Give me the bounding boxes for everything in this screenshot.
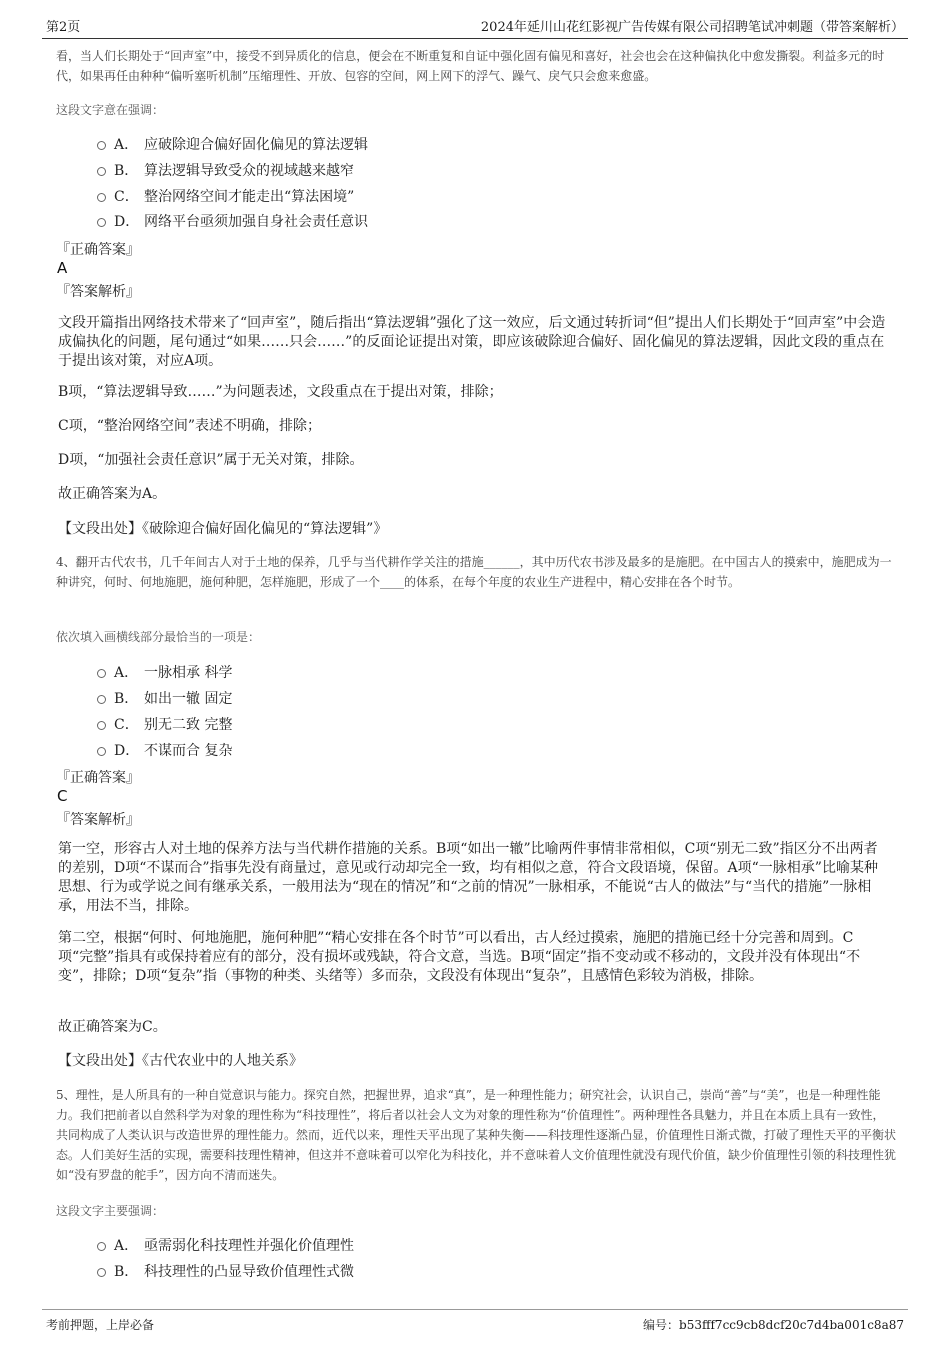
option-letter: D． — [114, 743, 140, 759]
radio-icon[interactable] — [97, 695, 106, 704]
q4-option-a[interactable] — [97, 661, 232, 683]
option-text: 算法逻辑导致受众的视域越来越窄 — [144, 163, 354, 179]
q4-analysis-paragraph: 故正确答案为C。 — [58, 1019, 167, 1035]
q3-analysis-paragraph: D项，“加强社会责任意识”属于无关对策，排除。 — [58, 452, 364, 468]
option-letter: C． — [114, 189, 139, 205]
q3-source: 【文段出处】《破除迎合偏好固化偏见的“算法逻辑”》 — [58, 521, 388, 537]
q4-option-c[interactable] — [97, 713, 232, 735]
radio-icon[interactable] — [97, 1242, 106, 1251]
option-text: 别无二致 完整 — [144, 717, 233, 733]
q5-prompt: 这段文字主要强调： — [56, 1204, 165, 1218]
footer-serial: 编号：b53fff7cc9cb8dcf20c7d4ba001c8a87 — [643, 1318, 904, 1332]
footer-slogan: 考前押题，上岸必备 — [46, 1318, 155, 1332]
radio-icon[interactable] — [97, 669, 106, 678]
q3-passage: 看，当人们长期处于“回声室”中，接受不到异质化的信息，便会在不断重复和自证中强化固有偏见和喜好，社会也会在这种偏执化中愈发撕裂。利益多元的时代，如果再任由种种“偏听塞听机制”压缩理性、开放、包容的空间，网上网下的浮气、躁气、戾气只会愈来愈盛。 — [56, 49, 885, 83]
q3-answer-label: 『正确答案』 — [56, 242, 140, 258]
q4-answer-label: 『正确答案』 — [56, 770, 140, 786]
option-text: 一脉相承 科学 — [144, 665, 233, 681]
option-text: 科技理性的凸显导致价值理性式微 — [144, 1264, 354, 1280]
radio-icon[interactable] — [97, 218, 106, 227]
radio-icon[interactable] — [97, 747, 106, 756]
q4-analysis-paragraph: 第二空，根据“何时、何地施肥，施何种肥”“精心安排在各个时节”可以看出，古人经过摸索，施肥的措施已经十分完善和周到。C项“完整”指具有或保持着应有的部分，没有损坏或残缺，符合文意，当选。B项“固定”指不变动或不移动的，文段并没有体现出“不变”，排除；D项“复杂”指（事物的种类、头绪等）多而杂，文段没有体现出“复杂”，且感情色彩较为消极，排除。 — [58, 930, 861, 984]
radio-icon[interactable] — [97, 1268, 106, 1277]
q3-analysis-label: 『答案解析』 — [56, 284, 140, 300]
document-title: 2024年延川山花红影视广告传媒有限公司招聘笔试冲刺题（带答案解析） — [480, 20, 904, 35]
option-letter: B． — [114, 691, 139, 707]
q3-option-a[interactable] — [97, 133, 368, 155]
q3-analysis-paragraph: C项，“整治网络空间”表述不明确，排除； — [58, 418, 322, 434]
option-text: 如出一辙 固定 — [144, 691, 233, 707]
option-text: 应破除迎合偏好固化偏见的算法逻辑 — [144, 137, 368, 153]
radio-icon[interactable] — [97, 193, 106, 202]
q3-option-c[interactable] — [97, 185, 354, 207]
q4-answer: C — [57, 787, 68, 805]
q4-analysis-paragraph: 第一空，形容古人对土地的保养方法与当代耕作措施的关系。B项“如出一辙”比喻两件事情非常相似，C项“别无二致”指区分不出两者的差别，D项“不谋而合”指事先没有商量过，意见或行动却完全一致，均有相似之意，符合文段语境，保留。A项“一脉相承”比喻某种思想、行为或学说之间有继承关系，一般用法为“现在的情况”和“之前的情况”一脉相承，不能说“古人的做法”与“当代的措施”一脉相承，用法不当，排除。 — [58, 841, 878, 914]
q3-analysis-paragraph: 文段开篇指出网络技术带来了“回声室”，随后指出“算法逻辑”强化了这一效应，后文通过转折词“但”提出人们长期处于“回声室”中会造成偏执化的问题，尾句通过“如果……只会……”的反面论证提出对策，即应该破除迎合偏好、固化偏见的算法逻辑，因此文段的重点在于提出该对策，对应A项。 — [58, 315, 886, 369]
q4-prompt: 依次填入画横线部分最恰当的一项是： — [56, 630, 261, 644]
q4-stem: 4、翻开古代农书，几千年间古人对于土地的保养，几乎与当代耕作学关注的措施______，其中历代农书涉及最多的是施肥。在中国古人的摸索中，施肥成为一种讲究，何时、何地施肥，施何种肥，怎样施肥，形成了一个____的体系，在每个年度的农业生产进程中，精心安排在各个时节。 — [56, 555, 892, 589]
option-text: 不谋而合 复杂 — [144, 743, 233, 759]
option-letter: A． — [114, 137, 139, 153]
option-letter: A． — [114, 1238, 139, 1254]
q3-option-d[interactable] — [97, 210, 368, 232]
page-footer — [42, 1309, 908, 1336]
radio-icon[interactable] — [97, 167, 106, 176]
option-text: 亟需弱化科技理性并强化价值理性 — [144, 1238, 354, 1254]
radio-icon[interactable] — [97, 141, 106, 150]
q4-analysis-label: 『答案解析』 — [56, 812, 140, 828]
option-letter: B． — [114, 163, 139, 179]
q4-option-d[interactable] — [97, 739, 232, 761]
q4-option-b[interactable] — [97, 687, 232, 709]
q4-source: 【文段出处】《古代农业中的人地关系》 — [58, 1053, 303, 1069]
q5-option-b[interactable] — [97, 1260, 354, 1282]
q3-option-b[interactable] — [97, 159, 354, 181]
option-letter: A． — [114, 665, 139, 681]
option-text: 网络平台亟须加强自身社会责任意识 — [144, 214, 368, 230]
q3-prompt: 这段文字意在强调： — [56, 103, 165, 117]
q3-analysis-paragraph: B项，“算法逻辑导致……”为问题表述，文段重点在于提出对策，排除； — [58, 384, 503, 400]
option-letter: C． — [114, 717, 139, 733]
page-number: 第2页 — [46, 20, 81, 35]
q3-answer: A — [57, 259, 68, 277]
q5-stem: 5、理性，是人所具有的一种自觉意识与能力。探究自然，把握世界，追求“真”，是一种理性能力；研究社会，认识自己，崇尚“善”与“美”，也是一种理性能力。我们把前者以自然科学为对象的理性称为“科技理性”，将后者以社会人文为对象的理性称为“价值理性”。两种理性各具魅力，并且在本质上具有一致性，共同构成了人类认识与改造世界的理性能力。然而，近代以来，理性天平出现了某种失衡——科技理性逐渐凸显，价值理性日渐式微，打破了理性天平的平衡状态。人们美好生活的实现，需要科技理性精神，但这并不意味着可以窄化为科技化，并不意味着人文价值理性就没有现代价值，缺少价值理性引领的科技理性犹如“没有罗盘的舵手”，因方向不清而迷失。 — [56, 1088, 897, 1182]
option-text: 整治网络空间才能走出“算法困境” — [144, 189, 355, 205]
q3-analysis-paragraph: 故正确答案为A。 — [58, 486, 167, 502]
q5-option-a[interactable] — [97, 1234, 354, 1256]
option-letter: B． — [114, 1264, 139, 1280]
radio-icon[interactable] — [97, 721, 106, 730]
option-letter: D． — [114, 214, 140, 230]
